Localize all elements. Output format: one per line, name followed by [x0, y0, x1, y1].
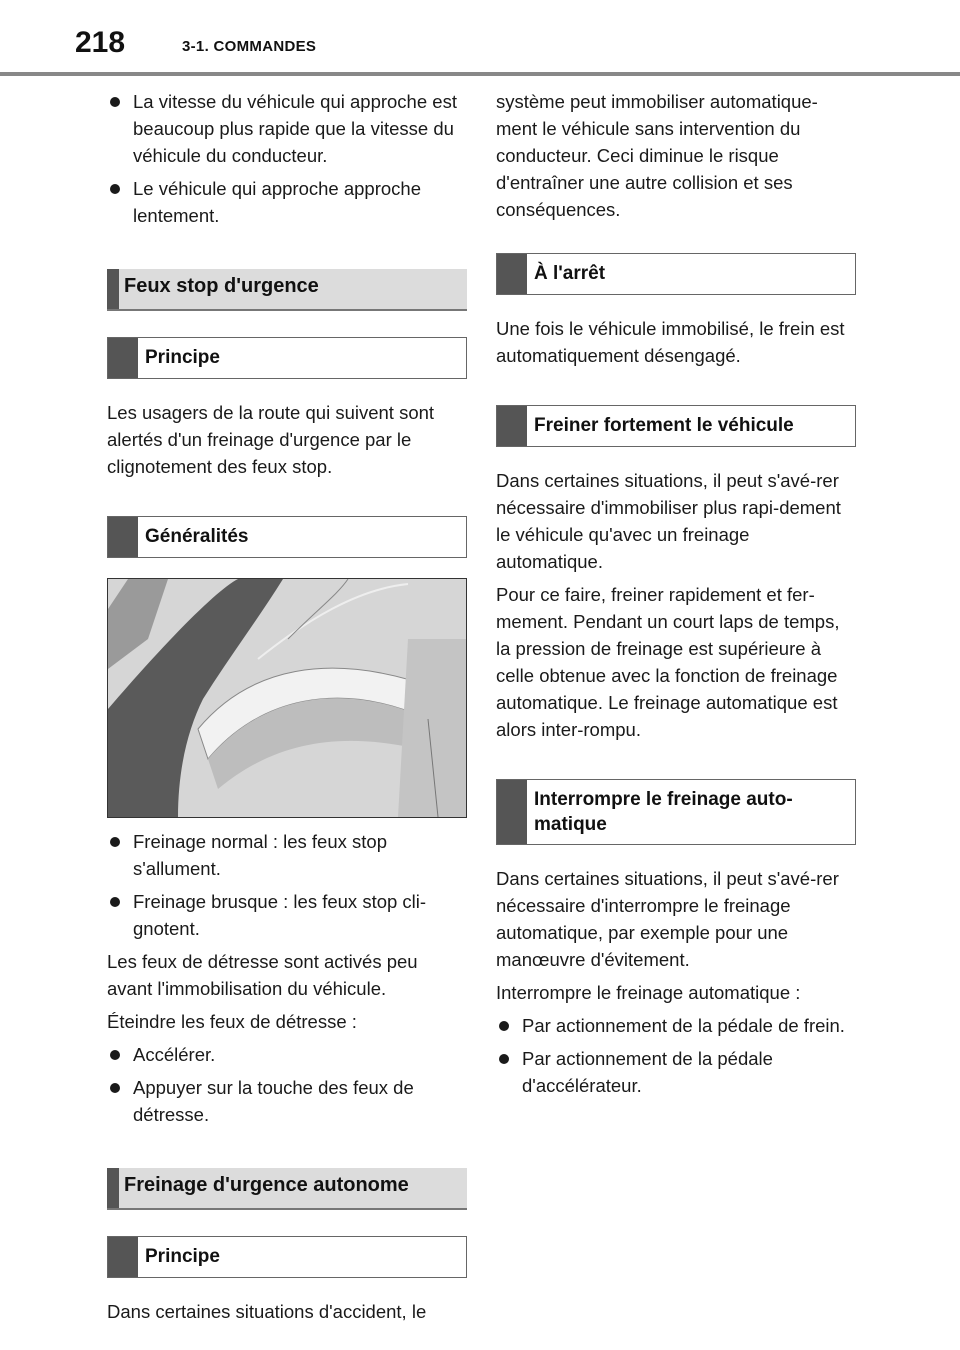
paragraph: Les feux de détresse sont activés peu avant l'immobilisation du véhicule. — [107, 951, 418, 999]
left-column — [107, 88, 467, 1331]
tail-light-illustration — [107, 578, 467, 818]
heading-interrompre-freinage: Interrompre le freinage auto-matique — [496, 779, 856, 845]
paragraph: Pour ce faire, freiner rapidement et fer-mement. Pendant un court laps de temps, la pression de freinage est supérieure à celle obtenue avec la fonction de freinage automatique. Le freinage automatique est alors inter-rompu. — [496, 584, 840, 740]
bullet-icon — [110, 1050, 120, 1060]
right-column — [496, 88, 856, 1105]
list-item: Appuyer sur la touche des feux de détresse. — [107, 1074, 467, 1128]
paragraph: Interrompre le freinage automatique : — [496, 982, 801, 1003]
heading-generalites: Généralités — [107, 516, 467, 558]
section-title: 3-1. COMMANDES — [182, 38, 317, 55]
list-item: Freinage normal : les feux stop s'allument. — [107, 828, 467, 882]
paragraph: Dans certaines situations, il peut s'avé-rer nécessaire d'interrompre le freinage automatique, par exemple pour une manœuvre d'évitement. — [496, 868, 839, 970]
bullet-icon — [110, 897, 120, 907]
list-item: Accélérer. — [107, 1041, 467, 1068]
list-item: Freinage brusque : les feux stop cli-gnotent. — [107, 888, 467, 942]
heading-principe: Principe — [107, 1236, 467, 1278]
paragraph: Éteindre les feux de détresse : — [107, 1011, 357, 1032]
bullet-icon — [110, 837, 120, 847]
header-rule — [0, 72, 960, 76]
page-number: 218 — [75, 26, 126, 59]
list-item: La vitesse du véhicule qui approche est beaucoup plus rapide que la vitesse du véhicule du conducteur. — [107, 88, 467, 169]
paragraph: Dans certaines situations, il peut s'avé-rer nécessaire d'immobiliser plus rapi-dement le véhicule qu'avec un freinage automatique. — [496, 470, 841, 572]
paragraph: Une fois le véhicule immobilisé, le frein est automatiquement désengagé. — [496, 318, 845, 366]
list-item: Par actionnement de la pédale de frein. — [496, 1012, 856, 1039]
bullet-icon — [110, 184, 120, 194]
paragraph: Les usagers de la route qui suivent sont alertés d'un freinage d'urgence par le clignotement des feux stop. — [107, 402, 435, 477]
bullet-icon — [110, 97, 120, 107]
heading-feux-stop-urgence: Feux stop d'urgence — [107, 269, 467, 311]
list-item: Par actionnement de la pédale d'accélérateur. — [496, 1045, 856, 1099]
heading-principe: Principe — [107, 337, 467, 379]
bullet-icon — [499, 1054, 509, 1064]
heading-freiner-fortement: Freiner fortement le véhicule — [496, 405, 856, 447]
bullet-icon — [110, 1083, 120, 1093]
paragraph: système peut immobiliser automatique-ment le véhicule sans intervention du conducteur. Ceci diminue le risque d'entraîner une autre collision et ses conséquences. — [496, 91, 818, 220]
paragraph: Dans certaines situations d'accident, le — [107, 1301, 427, 1322]
heading-freinage-urgence-autonome: Freinage d'urgence autonome — [107, 1168, 467, 1210]
heading-a-l-arret: À l'arrêt — [496, 253, 856, 295]
bullet-icon — [499, 1021, 509, 1031]
list-item: Le véhicule qui approche approche lentement. — [107, 175, 467, 229]
